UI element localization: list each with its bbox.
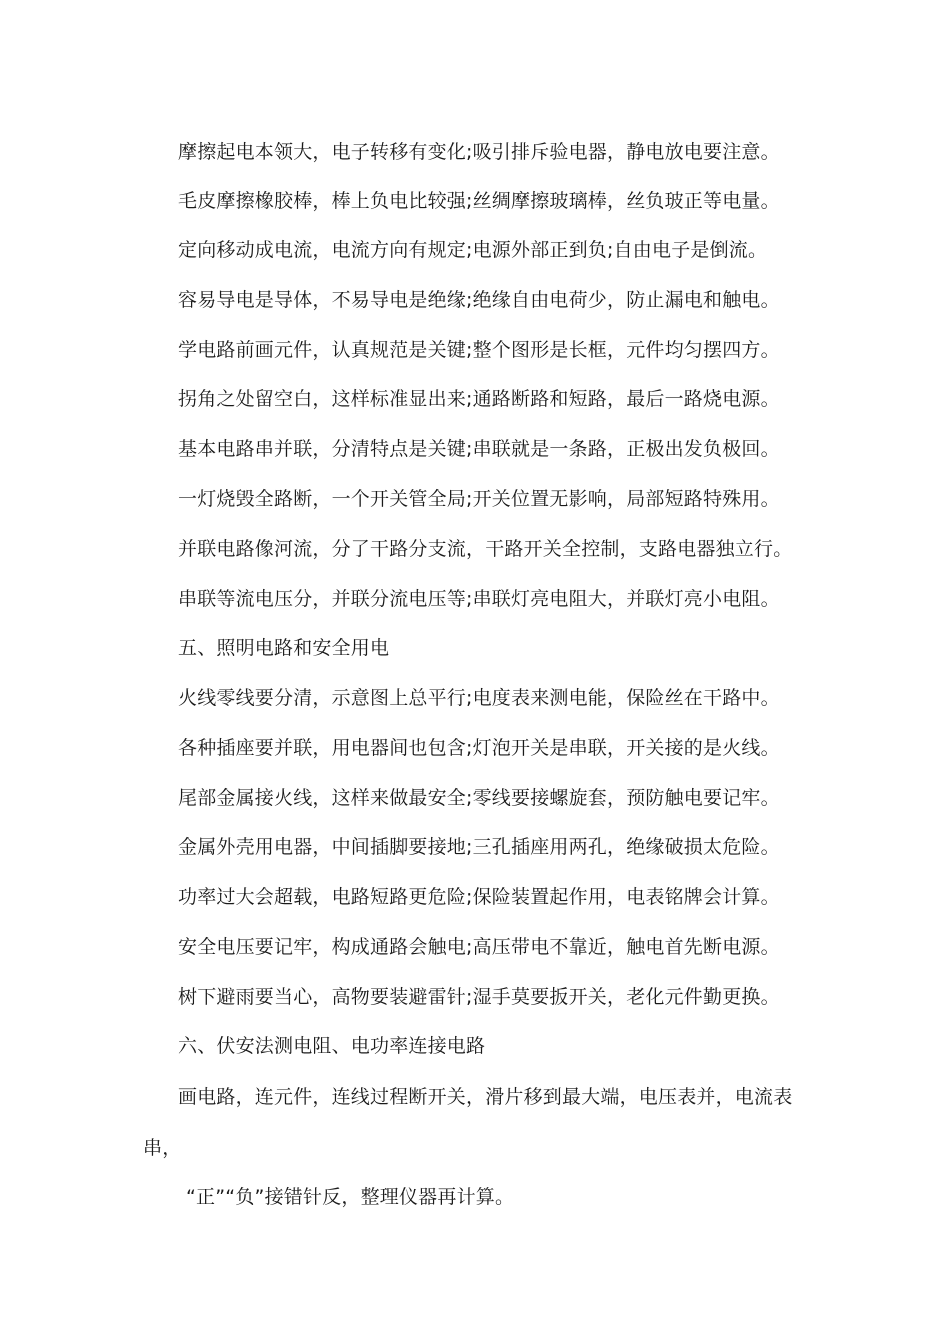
text-line: 拐角之处留空白，这样标准显出来;通路断路和短路，最后一路烧电源。 xyxy=(178,388,780,410)
text-line: 摩擦起电本领大，电子转移有变化;吸引排斥验电器，静电放电要注意。 xyxy=(178,141,780,163)
text-line: 金属外壳用电器，中间插脚要接地;三孔插座用两孔，绝缘破损太危险。 xyxy=(178,836,780,858)
text-line: 基本电路串并联，分清特点是关键;串联就是一条路，正极出发负极回。 xyxy=(178,438,780,460)
text-line-continuation: 串， xyxy=(143,1137,182,1159)
section-heading: 五、照明电路和安全用电 xyxy=(178,637,390,659)
text-line: “正”“负”接错针反，整理仪器再计算。 xyxy=(186,1186,515,1208)
text-line: 功率过大会超载，电路短路更危险;保险装置起作用，电表铭牌会计算。 xyxy=(178,886,780,908)
section-heading: 六、伏安法测电阻、电功率连接电路 xyxy=(178,1035,486,1057)
text-line: 各种插座要并联，用电器间也包含;灯泡开关是串联，开关接的是火线。 xyxy=(178,737,780,759)
text-line: 串联等流电压分，并联分流电压等;串联灯亮电阻大，并联灯亮小电阻。 xyxy=(178,588,780,610)
text-line: 一灯烧毁全路断，一个开关管全局;开关位置无影响，局部短路特殊用。 xyxy=(178,488,780,510)
text-line: 定向移动成电流，电流方向有规定;电源外部正到负;自由电子是倒流。 xyxy=(178,239,768,261)
text-line: 并联电路像河流，分了干路分支流，干路开关全控制，支路电器独立行。 xyxy=(178,538,793,560)
text-line: 容易导电是导体，不易导电是绝缘;绝缘自由电荷少，防止漏电和触电。 xyxy=(178,289,780,311)
text-line: 画电路，连元件，连线过程断开关，滑片移到最大端，电压表并，电流表 xyxy=(178,1086,793,1108)
text-line: 毛皮摩擦橡胶棒，棒上负电比较强;丝绸摩擦玻璃棒，丝负玻正等电量。 xyxy=(178,190,780,212)
text-line: 学电路前画元件，认真规范是关键;整个图形是长框，元件均匀摆四方。 xyxy=(178,339,780,361)
text-line: 火线零线要分清，示意图上总平行;电度表来测电能，保险丝在干路中。 xyxy=(178,687,780,709)
text-line: 尾部金属接火线，这样来做最安全;零线要接螺旋套，预防触电要记牢。 xyxy=(178,787,780,809)
text-line: 树下避雨要当心，高物要装避雷针;湿手莫要扳开关，老化元件勤更换。 xyxy=(178,986,780,1008)
text-line: 安全电压要记牢，构成通路会触电;高压带电不靠近，触电首先断电源。 xyxy=(178,936,780,958)
